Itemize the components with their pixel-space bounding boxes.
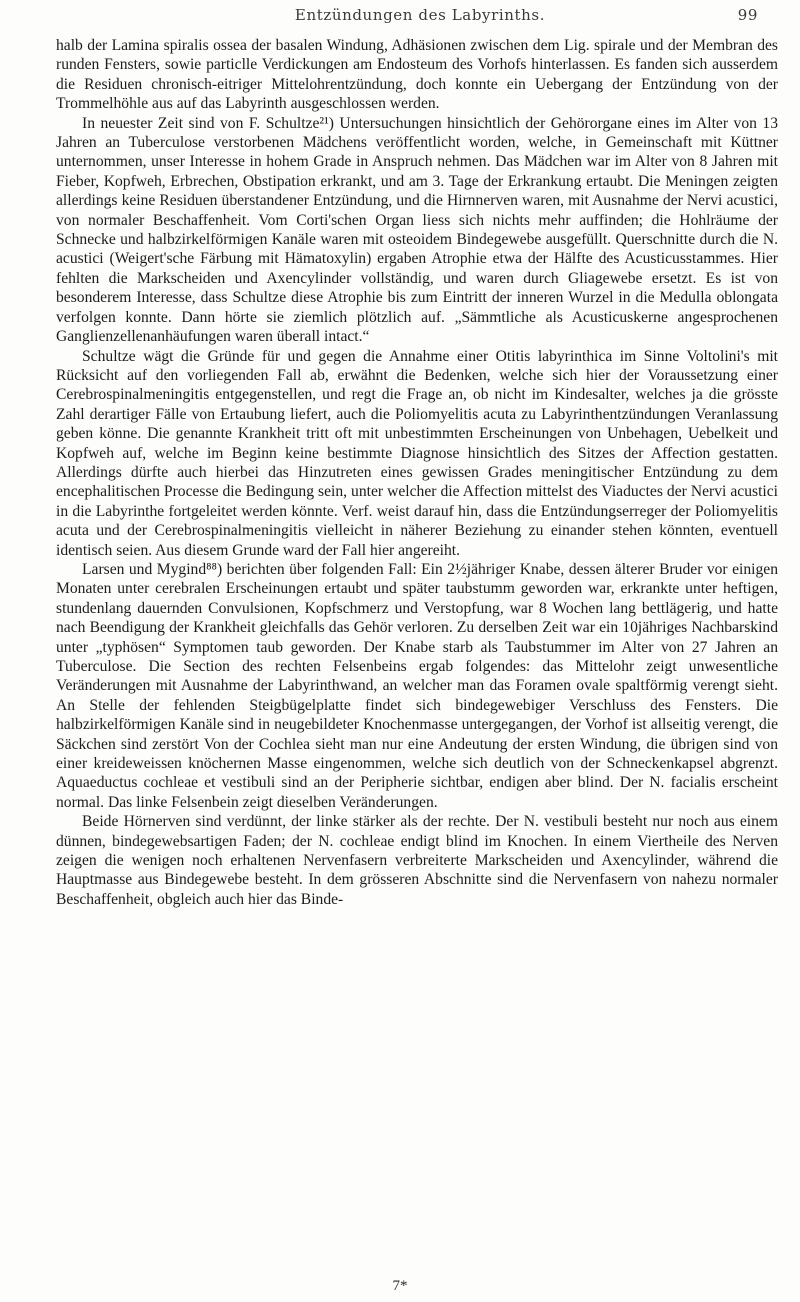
paragraph: halb der Lamina spiralis ossea der basalen Windung, Adhäsionen zwischen dem Lig. spirale und der Membran des runden Fensters, sowie particlle Verdickungen am Endosteum des Vorhofs hinterlassen. Es fanden sich ausserdem die Residuen chronisch-eitriger Mittelohrentzündung, doch konnte ein Uebergang der Entzündung von der Trommelhöhle aus auf das Labyrinth ausgeschlossen werden. (56, 37, 778, 113)
paragraph: In neuester Zeit sind von F. Schultze²¹) Untersuchungen hinsichtlich der Gehörorgane eines im Alter von 13 Jahren an Tuberculose verstorbenen Mädchens veröffentlicht worden, welche, in Gemeinschaft mit Küttner unternommen, unser Interesse in hohem Grade in Anspruch nehmen. Das Mädchen war im Alter von 8 Jahren mit Fieber, Kopfweh, Erbrechen, Obstipation erkrankt, und am 3. Tage der Erkrankung ertaubt. Die Meningen zeigten allerdings keine Residuen überstandener Entzündung, und die Hirnnerven waren, mit Ausnahme der Nervi acustici, von normaler Beschaffenheit. Vom Corti'schen Organ liess sich nichts mehr auffinden; die Hohlräume der Schnecke und halbzirkelförmigen Kanäle waren mit osteoidem Bindegewebe ausgefüllt. Querschnitte durch die N. acustici (Weigert'sche Färbung mit Hämatoxylin) ergaben Atrophie etwa der Hälfte des Acusticusstammes. Hier fehlten die Markscheiden und Axencylinder vollständig, und waren durch Gliagewebe ersetzt. Es ist von besonderem Interesse, dass Schultze diese Atrophie bis zum Eintritt der inneren Wurzel in die Medulla oblongata verfolgen konnte. Dann hörte sie ziemlich plötzlich auf. „Sämmtliche als Acusticuskerne angesprochenen Ganglienzellenanhäufungen waren überall intact.“ (56, 114, 778, 346)
running-title: Entzündungen des Labyrinths. (294, 6, 546, 24)
paragraph: Schultze wägt die Gründe für und gegen die Annahme einer Otitis labyrinthica im Sinne Voltolini's mit Rücksicht auf den vorliegenden Fall ab, erwähnt die Bedenken, welche sich hier der Voraussetzung einer Cerebrospinalmeningitis entgegenstellen, und regt die Frage an, ob nicht im Kindesalter, welches ja die grösste Zahl derartiger Fälle von Ertaubung liefert, auch die Poliomyelitis acuta zu Labyrinthentzündungen Veranlassung geben könne. Die genannte Krankheit tritt oft mit unbestimmten Erscheinungen von Unbehagen, Uebelkeit und Kopfweh auf, welche im Beginn keine bestimmte Diagnose hinsichtlich des Sitzes der Affection gestatten. Allerdings dürfte auch hierbei das Hinzutreten eines gewissen Grades meningitischer Entzündung zu dem encephalitischen Processe die Bedingung sein, unter welcher die Affection mittelst des Viaductes der Nervi acustici in die Labyrinthe fortgeleitet werden könnte. Verf. weist darauf hin, dass die Entzündungserreger der Poliomyelitis acuta und der Cerebrospinalmeningitis vielleicht in näherer Beziehung zu einander stehen könnten, eventuell identisch seien. Aus diesem Grunde ward der Fall hier angereiht. (56, 347, 778, 559)
printer-signature: 7* (392, 1278, 408, 1294)
body-text (56, 36, 778, 909)
paragraph: Larsen und Mygind⁸⁸) berichten über folgenden Fall: Ein 2½jähriger Knabe, dessen älterer Bruder vor einigen Monaten unter cerebralen Erscheinungen ertaubt und später taubstumm geworden war, erkrankte unter heftigen, stundenlang dauernden Convulsionen, Kopfschmerz und Verstopfung, war 8 Wochen lang bettlägerig, und hatte nach Beendigung der Krankheit gleichfalls das Gehör verloren. Zu derselben Zeit war ein 10jähriges Nachbarskind unter „typhösen“ Symptomen taub geworden. Der Knabe starb als Taubstummer im Alter von 27 Jahren an Tuberculose. Die Section des rechten Felsenbeins ergab folgendes: das Mittelohr zeigt unwesentliche Veränderungen mit Ausnahme der Labyrinthwand, an welcher man das Foramen ovale spaltförmig verengt sieht. An Stelle der fehlenden Steigbügelplatte findet sich bindegewebiger Verschluss des Fensters. Die halbzirkelförmigen Kanäle sind in neugebildeter Knochenmasse untergegangen, der Vorhof ist allseitig verengt, die Säckchen sind zerstört Von der Cochlea sieht man nur eine Andeutung der ersten Windung, die übrigen sind von einer kreideweissen knöchernen Masse eingenommen, welche sich deutlich von der Schneckenkapsel abgrenzt. Aquaeductus cochleae et vestibuli sind an der Peripherie sichtbar, endigen aber blind. Der N. facialis erscheint normal. Das linke Felsenbein zeigt dieselben Veränderungen. (56, 560, 778, 811)
page-number: 99 (737, 6, 758, 24)
running-head (70, 6, 770, 32)
paragraph: Beide Hörnerven sind verdünnt, der linke stärker als der rechte. Der N. vestibuli besteht nur noch aus einem dünnen, bindegewebsartigen Faden; der N. cochleae endigt blind im Knochen. In einem Viertheile des Nerven zeigen die wenigen noch erhaltenen Nervenfasern verbreiterte Markscheiden und Axencylinder, während die Hauptmasse aus Bindegewebe besteht. In dem grösseren Abschnitte sind die Nervenfasern von nahezu normaler Beschaffenheit, obgleich auch hier das Binde- (56, 813, 778, 908)
